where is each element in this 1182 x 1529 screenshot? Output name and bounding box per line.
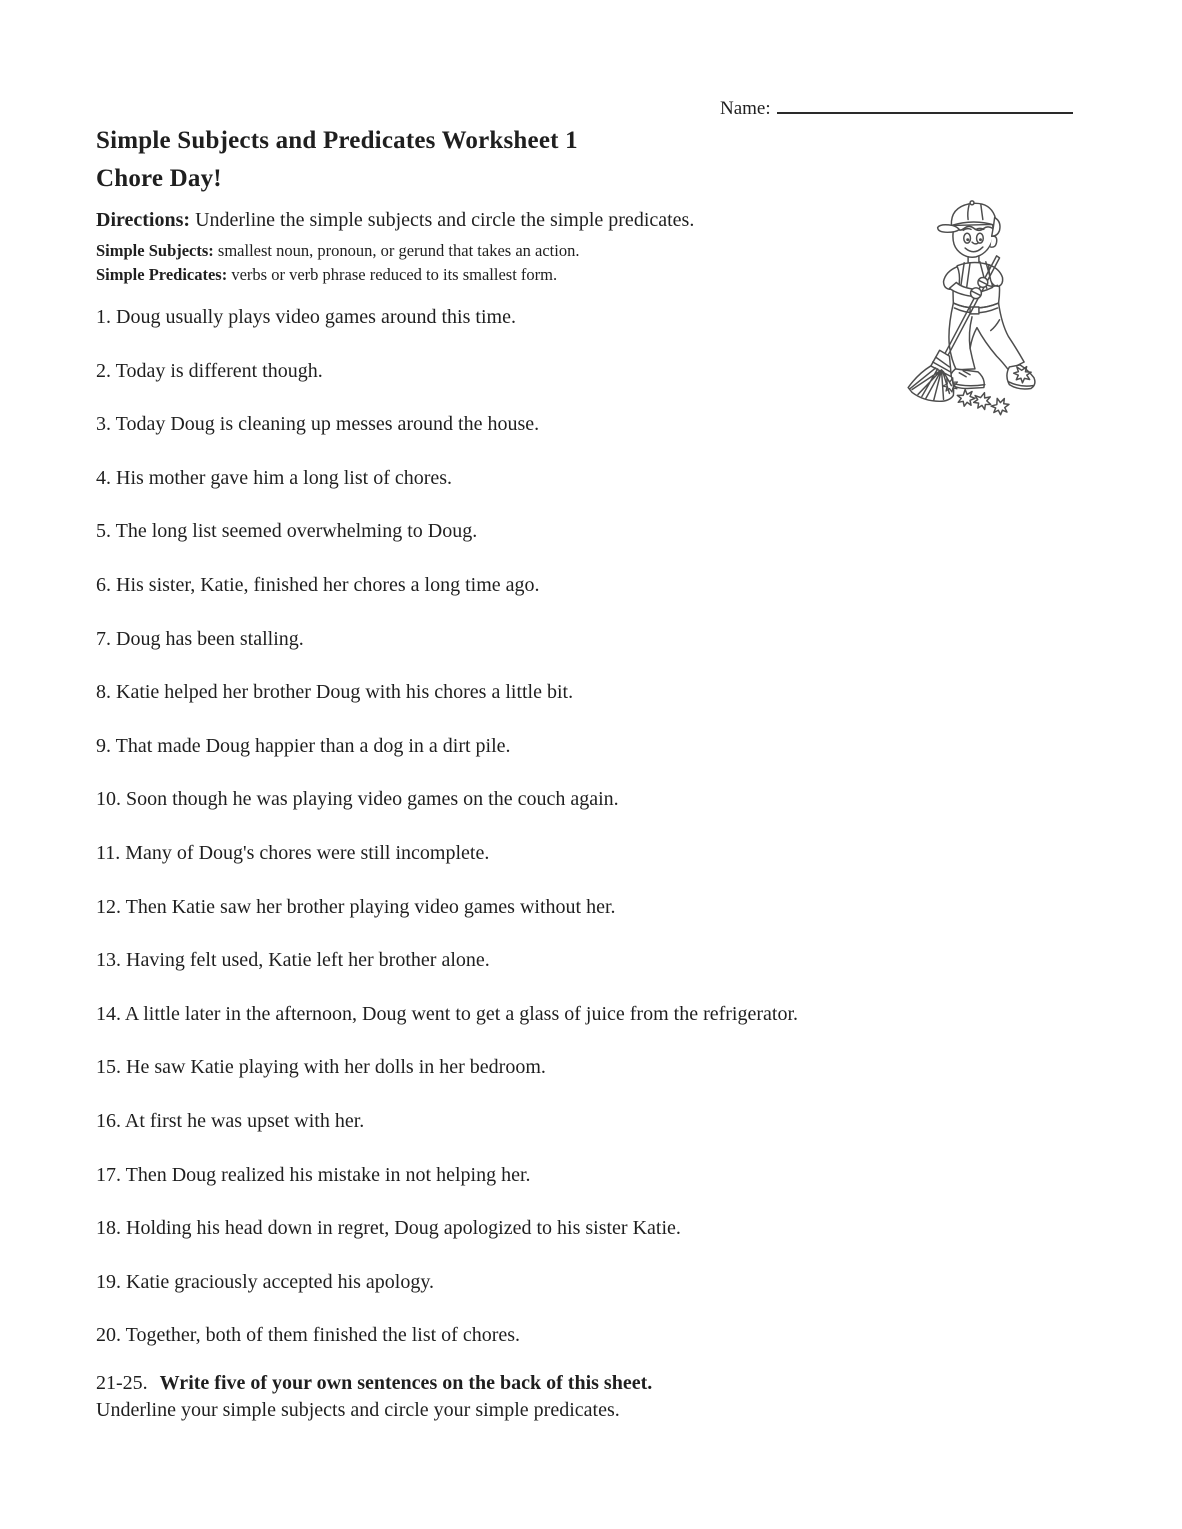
sentence-item: 6. His sister, Katie, finished her chores a long time ago. [96,573,540,596]
worksheet-content [96,122,1106,1424]
sentence-item: 16. At first he was upset with her. [96,1109,365,1132]
sentence-list [96,305,1106,1347]
definitions [96,239,1106,287]
sentence-item: 2. Today is different though. [96,359,323,382]
sentence-item: 7. Doug has been stalling. [96,627,304,650]
sentence-item: 12. Then Katie saw her brother playing video games without her. [96,895,616,918]
name-blank-line [777,95,1073,114]
definition-simple-subjects-text: smallest noun, pronoun, or gerund that takes an action. [213,241,580,260]
sentence-item: 9. That made Doug happier than a dog in a dirt pile. [96,734,511,757]
definition-simple-subjects-label: Simple Subjects: [96,241,214,260]
page-title-line2: Chore Day! [96,165,222,192]
sentence-item: 4. His mother gave him a long list of chores. [96,466,453,489]
definition-simple-predicates-text: verbs or verb phrase reduced to its smallest form. [227,265,558,284]
closing-line2: Underline your simple subjects and circle your simple predicates. [96,1399,620,1422]
directions [96,207,1106,233]
closing-prefix: 21-25. [96,1372,148,1395]
definition-simple-subjects [96,239,1106,263]
name-field [720,95,1073,120]
sentence-item: 3. Today Doug is cleaning up messes around the house. [96,413,540,436]
closing-bold-text: Write five of your own sentences on the back of this sheet. [159,1372,653,1395]
directions-label: Directions: [96,209,191,231]
sentence-item: 10. Soon though he was playing video games on the couch again. [96,788,619,811]
sentence-item: 8. Katie helped her brother Doug with his chores a little bit. [96,681,574,704]
sentence-item: 19. Katie graciously accepted his apology. [96,1270,435,1293]
sentence-item: 20. Together, both of them finished the list of chores. [96,1324,521,1347]
page-title-line1: Simple Subjects and Predicates Worksheet 1 [96,127,578,154]
definition-simple-predicates-label: Simple Predicates: [96,265,228,284]
sentence-item: 18. Holding his head down in regret, Doug apologized to his sister Katie. [96,1217,681,1240]
sentence-item: 15. He saw Katie playing with her dolls in her bedroom. [96,1056,546,1079]
definition-simple-predicates [96,263,1106,287]
name-label: Name: [720,98,771,119]
sentence-item: 13. Having felt used, Katie left her brother alone. [96,949,490,972]
sentence-item: 17. Then Doug realized his mistake in not helping her. [96,1163,531,1186]
directions-text: Underline the simple subjects and circle the simple predicates. [190,209,695,231]
sentence-item: 14. A little later in the afternoon, Doug went to get a glass of juice from the refrigerator. [96,1002,799,1025]
sentence-item: 5. The long list seemed overwhelming to Doug. [96,520,478,543]
sentence-item: 11. Many of Doug's chores were still incomplete. [96,841,490,864]
sentence-item: 1. Doug usually plays video games around this time. [96,306,516,328]
closing-instructions [96,1370,1106,1424]
closing-line1 [96,1370,1106,1397]
